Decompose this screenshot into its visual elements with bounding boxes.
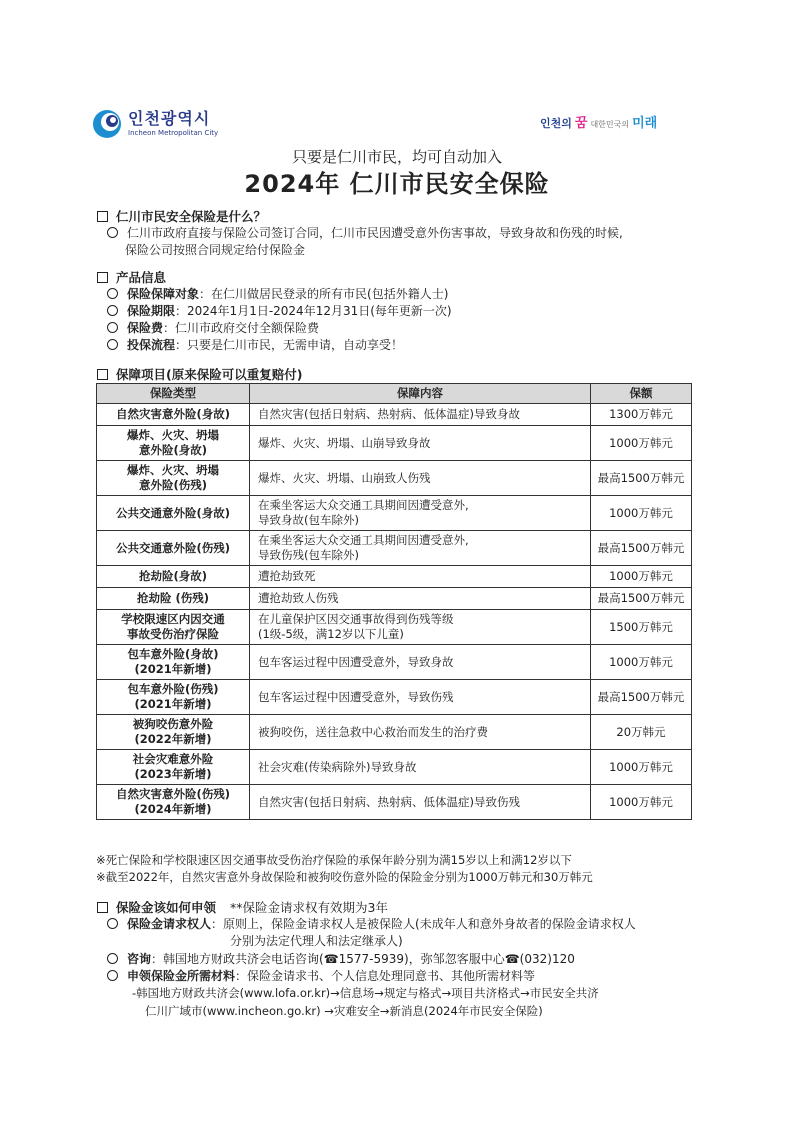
insurance-type-line: (2022年新增) <box>134 732 212 746</box>
cell-amount: 1000万韩元 <box>591 785 692 820</box>
item-label: 投保流程 <box>127 338 176 352</box>
cell-amount: 1000万韩元 <box>591 496 692 531</box>
table-row <box>97 610 692 645</box>
table-row <box>97 680 692 715</box>
column-header-content: 保障内容 <box>250 384 591 404</box>
cell-insurance-type <box>97 610 250 645</box>
table-row <box>97 588 692 610</box>
consult-item <box>107 950 575 967</box>
coverage-content-line: 遭抢劫致死 <box>258 569 316 583</box>
logo-english-text: Incheon Metropolitan City <box>128 129 219 137</box>
cell-insurance-type <box>97 531 250 566</box>
insurance-type-line: (2024年新增) <box>134 802 212 816</box>
section-heading: 仁川市民安全保险是什么？ <box>116 209 267 224</box>
cell-coverage-content <box>250 610 591 645</box>
insurance-type-line: 爆炸、火灾、坍塌 <box>127 463 219 477</box>
table-row <box>97 531 692 566</box>
cell-amount: 1000万韩元 <box>591 750 692 785</box>
item-label: 保险金请求权人 <box>127 917 212 931</box>
cell-amount: 1500万韩元 <box>591 610 692 645</box>
item-text: ：原则上，保险金请求权人是被保险人(未成年人和意外身故者的保险金请求权人 <box>211 917 636 931</box>
coverage-content-line: 自然灾害(包括日射病、热射病、低体温症)导致伤残 <box>258 794 520 809</box>
coverage-content-line: 导致身故(包车除外) <box>258 513 359 527</box>
cell-coverage-content <box>250 426 591 461</box>
insurance-type-line: 事故受伤治疗保险 <box>127 627 219 641</box>
checkbox-square-icon <box>97 272 108 283</box>
docs-item <box>107 967 535 984</box>
product-item <box>107 319 319 336</box>
checkbox-square-icon <box>97 902 108 913</box>
item-text: ：只要是仁川市民，无需申请，自动享受！ <box>175 338 404 352</box>
item-label: 保险期限 <box>127 304 176 318</box>
cell-coverage-content <box>250 531 591 566</box>
product-item <box>107 285 448 302</box>
coverage-content-line: (1级-5级，满12岁以下儿童) <box>258 627 404 641</box>
cell-coverage-content <box>250 496 591 531</box>
cell-amount: 1000万韩元 <box>591 426 692 461</box>
cell-coverage-content <box>250 785 591 820</box>
coverage-content-line: 导致伤残(包车除外) <box>258 548 359 562</box>
cell-coverage-content <box>250 404 591 426</box>
item-text: ：2024年1月1日-2024年12月31日(每年更新一次) <box>175 304 452 318</box>
bullet-circle-icon <box>107 970 118 981</box>
cell-insurance-type <box>97 404 250 426</box>
bullet-circle-icon <box>107 322 118 333</box>
insurance-type-line: 自然灾害意外险(伤残) <box>115 787 230 801</box>
table-row <box>97 404 692 426</box>
what-is-text: 仁川市政府直接与保险公司签订合同，仁川市民因遭受意外伤害事故，导致身故和伤残的时候, <box>127 226 623 240</box>
page-subtitle: 只要是仁川市民，均可自动加入 <box>291 148 502 166</box>
cell-amount: 最高1500万韩元 <box>591 680 692 715</box>
what-is-text-cont: 保险公司按照合同规定给付保险金 <box>125 243 306 257</box>
bullet-circle-icon <box>107 227 118 238</box>
cell-insurance-type <box>97 566 250 588</box>
cell-amount: 最高1500万韩元 <box>591 531 692 566</box>
logo-korean-text: 인천광역시 <box>128 109 211 128</box>
insurance-type-line: 抢劫险 (伤残) <box>136 591 209 605</box>
table-row <box>97 496 692 531</box>
coverage-content-line: 爆炸、火灾、坍塌、山崩导致身故 <box>258 435 431 450</box>
coverage-content-line: 在乘坐客运大众交通工具期间因遭受意外, <box>258 498 469 512</box>
item-label: 保险费 <box>127 321 164 335</box>
section-heading: 保险金该如何申领 <box>116 900 217 915</box>
cell-insurance-type <box>97 588 250 610</box>
coverage-content-line: 爆炸、火灾、坍塌、山崩致人伤残 <box>258 470 431 485</box>
city-logo <box>92 106 218 142</box>
cell-amount: 1000万韩元 <box>591 566 692 588</box>
coverage-content-line: 在乘坐客运大众交通工具期间因遭受意外, <box>258 533 469 547</box>
section-heading: 产品信息 <box>116 270 167 285</box>
insurance-type-line: 抢劫险(身故) <box>138 569 207 583</box>
section-claim <box>97 898 388 916</box>
table-row <box>97 461 692 496</box>
item-label: 申领保险金所需材料 <box>127 969 236 983</box>
cell-insurance-type <box>97 785 250 820</box>
coverage-table <box>96 383 692 820</box>
coverage-content-line: 包车客运过程中因遭受意外，导致伤残 <box>258 689 454 704</box>
bullet-circle-icon <box>107 339 118 350</box>
insurance-type-line: 被狗咬伤意外险 <box>132 717 214 731</box>
item-label: 咨询 <box>127 952 152 966</box>
cell-insurance-type <box>97 715 250 750</box>
checkbox-square-icon <box>97 211 108 222</box>
section-product-info <box>97 268 166 286</box>
insurance-type-line: 包车意外险(伤残) <box>127 682 219 696</box>
coverage-content-line: 社会灾难(传染病除外)导致身故 <box>258 759 417 774</box>
table-row <box>97 785 692 820</box>
coverage-content-line: 被狗咬伤，送往急救中心救治而发生的治疗费 <box>258 724 488 739</box>
cell-coverage-content <box>250 645 591 680</box>
claim-validity-note: **保险金请求权有效期为3年 <box>230 900 388 915</box>
insurance-type-line: 公共交通意外险(伤残) <box>115 540 230 555</box>
note-line: ※截至2022年，自然灾害意外身故保险和被狗咬伤意外险的保险金分别为1000万韩元和30万韩元 <box>96 870 593 884</box>
what-is-line-2 <box>125 241 305 258</box>
coverage-content-line: 包车客运过程中因遭受意外，导致身故 <box>258 654 454 669</box>
item-text: ：仁川市政府交付全额保险费 <box>163 321 320 335</box>
cell-coverage-content <box>250 750 591 785</box>
item-label: 保险保障对象 <box>127 287 200 301</box>
coverage-content-line: 在儿童保护区因交通事故得到伤残等级 <box>258 612 454 626</box>
insurance-type-line: (2021年新增) <box>134 662 212 676</box>
claimant-item <box>107 915 636 932</box>
slogan-part-a: 인천의 <box>540 117 572 130</box>
table-row <box>97 750 692 785</box>
slogan-part-c: 대한민국의 <box>590 120 630 129</box>
table-row <box>97 426 692 461</box>
item-text: ：在仁川做居民登录的所有市民(包括外籍人士) <box>199 287 449 301</box>
cell-amount: 1300万韩元 <box>591 404 692 426</box>
table-row <box>97 715 692 750</box>
table-row <box>97 566 692 588</box>
bullet-circle-icon <box>107 953 118 964</box>
cell-insurance-type <box>97 750 250 785</box>
item-text: ：韩国地方财政共济会电话咨询(☎1577-5939)，弥邹忽客服中心☎(032)120 <box>151 952 575 966</box>
insurance-type-line: 意外险(身故) <box>138 443 207 457</box>
cell-insurance-type <box>97 496 250 531</box>
incheon-logo-icon <box>92 109 122 139</box>
column-header-amount: 保额 <box>591 384 692 404</box>
insurance-type-line: 自然灾害意外险(身故) <box>115 407 230 421</box>
checkbox-square-icon <box>97 369 108 380</box>
coverage-content-line: 遭抢劫致人伤残 <box>258 591 339 605</box>
cell-insurance-type <box>97 680 250 715</box>
what-is-line-1 <box>107 224 623 241</box>
cell-amount: 最高1500万韩元 <box>591 461 692 496</box>
insurance-type-line: (2021年新增) <box>134 697 212 711</box>
bullet-circle-icon <box>107 305 118 316</box>
insurance-type-line: 公共交通意外险(身故) <box>115 505 230 520</box>
product-item <box>107 302 452 319</box>
insurance-type-line: 学校限速区内因交通 <box>121 612 225 626</box>
section-coverage <box>97 365 302 383</box>
cell-insurance-type <box>97 426 250 461</box>
coverage-content-line: 自然灾害(包括日射病、热射病、低体温症)导致身故 <box>258 407 520 421</box>
section-what-is <box>97 207 266 225</box>
cell-coverage-content <box>250 715 591 750</box>
bullet-circle-icon <box>107 918 118 929</box>
slogan-part-b: 꿈 <box>574 116 588 131</box>
product-item <box>107 336 403 353</box>
item-text: ：保险金请求书、个人信息处理同意书、其他所需材料等 <box>235 969 536 983</box>
table-row <box>97 645 692 680</box>
insurance-type-line: (2023年新增) <box>134 767 212 781</box>
bullet-circle-icon <box>107 288 118 299</box>
section-heading: 保障项目(原来保险可以重复赔付) <box>116 367 303 382</box>
insurance-type-line: 包车意外险(身故) <box>127 647 219 661</box>
cell-coverage-content <box>250 461 591 496</box>
insurance-type-line: 爆炸、火灾、坍塌 <box>127 428 219 442</box>
claimant-item-cont <box>230 932 403 949</box>
item-text-cont: 分别为法定代理人和法定继承人) <box>230 934 403 948</box>
cell-amount: 20万韩元 <box>591 715 692 750</box>
cell-coverage-content <box>250 566 591 588</box>
cell-insurance-type <box>97 645 250 680</box>
slogan-part-d: 미래 <box>632 116 658 131</box>
cell-coverage-content <box>250 588 591 610</box>
insurance-type-line: 意外险(伤残) <box>138 478 207 492</box>
cell-amount: 最高1500万韩元 <box>591 588 692 610</box>
docs-link-line-1: -韩国地方财政共济会(www.lofa.or.kr)→信息场→规定与格式→项目共济格式→市民安全共济 <box>132 986 599 1000</box>
cell-amount: 1000万韩元 <box>591 645 692 680</box>
insurance-type-line: 社会灾难意外险 <box>132 752 214 766</box>
cell-coverage-content <box>250 680 591 715</box>
city-slogan <box>540 112 657 131</box>
table-header-row <box>97 384 692 404</box>
docs-link-line-2: 仁川广域市(www.incheon.go.kr) →灾难安全→新消息(2024年市民安全保险) <box>145 1004 543 1018</box>
page-title: 2024年 仁川市民安全保险 <box>244 170 550 198</box>
cell-insurance-type <box>97 461 250 496</box>
note-line: ※死亡保险和学校限速区因交通事故受伤治疗保险的承保年龄分别为满15岁以上和满12岁以下 <box>96 853 572 867</box>
column-header-type: 保险类型 <box>97 384 250 404</box>
